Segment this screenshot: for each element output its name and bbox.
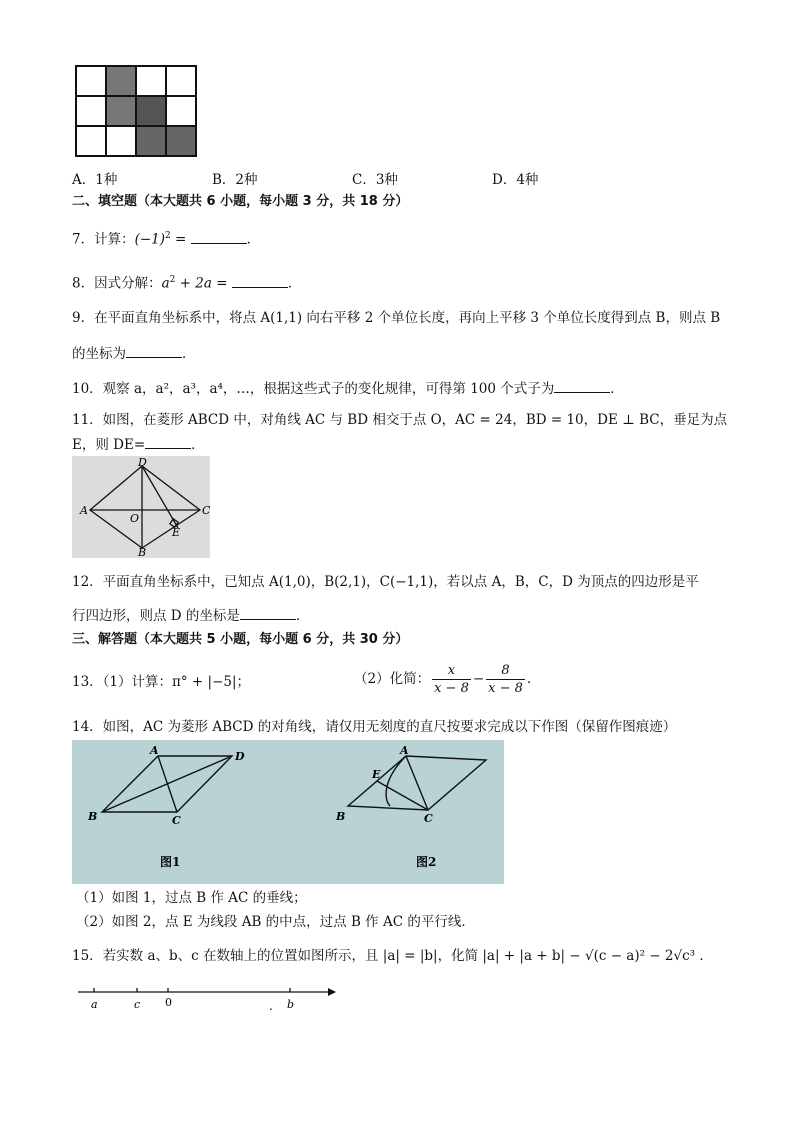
option-c: C．3种 [352,172,398,188]
question-14-sub-2: （2）如图 2，点 E 为线段 AB 的中点，过点 B 作 AC 的平行线． [76,914,475,930]
question-14: 14．如图，AC 为菱形 ABCD 的对角线，请仅用无刻度的直尺按要求完成以下作图（保留作图痕迹） [72,719,677,735]
label-b: B [138,546,147,558]
answer-blank[interactable] [554,378,610,393]
numline-label-zero: 0 [165,996,172,1009]
fig2-label-b: B [336,810,346,823]
numline-label-a: a [91,998,98,1011]
answer-blank[interactable] [191,229,247,244]
number-line [76,982,338,1014]
q7-exp: 2 [165,231,171,241]
q8-end: ． [287,275,302,292]
q8-rest: + 2a = [175,275,232,292]
fig1-label-d: D [235,750,245,763]
q13-minus: − [472,671,485,687]
fig2-label-a: A [400,744,409,757]
answer-blank[interactable] [232,273,288,288]
fraction-1-num: x [432,662,471,680]
option-d: D．4种 [492,172,539,188]
fraction-2 [486,662,525,697]
q7-end: ． [246,231,261,248]
q12-text: 行四边形，则点 D 的坐标是 [72,608,240,624]
q13-end: ． [526,671,541,687]
label-c: C [202,504,210,517]
q7-expr: (−1) [134,231,166,248]
q9-text: 的坐标为 [72,346,126,362]
label-a: A [80,504,88,517]
question-15: 15．若实数 a、b、c 在数轴上的位置如图所示，且 |a| = |b|，化简 |a| + |a + b| − √(c − a)² − 2√c³ ． [72,948,713,964]
q10-text: 10．观察 a，a²，a³，a⁴，…，根据这些式子的变化规律，可得第 100 个式子为 [72,381,555,397]
question-14-sub-1: （1）如图 1，过点 B 作 AC 的垂线； [76,890,307,906]
q8-prefix: 8．因式分解： [72,275,162,292]
question-7 [72,226,260,250]
fig2-caption: 图2 [416,855,437,869]
q11-end: ． [191,437,205,453]
question-11-line-1: 11．如图，在菱形 ABCD 中，对角线 AC 与 BD 相交于点 O，AC = 24，BD = 10，DE ⊥ BC，垂足为点 [72,412,728,428]
answer-blank[interactable] [126,343,182,358]
label-d: D [138,456,147,469]
q11-text: E，则 DE= [72,437,146,453]
question-8 [72,270,301,294]
fig1-caption: 图1 [160,855,181,869]
section-heading-solutions: 三、解答题（本大题共 5 小题，每小题 6 分，共 30 分） [72,632,409,647]
numline-dot: . [269,999,273,1013]
question-11-line-2 [72,434,205,455]
label-o: O [130,512,140,525]
q10-end: ． [610,381,624,397]
answer-blank[interactable] [145,434,191,449]
q7-prefix: 7．计算： [72,231,135,248]
question-12-line-2 [72,605,309,626]
option-b: B．2种 [212,172,258,188]
fig1-label-a: A [150,744,159,757]
fig1-label-c: C [172,814,181,827]
numline-label-c: c [134,998,141,1011]
rhombus-figure-q11 [72,456,210,558]
q12-end: ． [295,608,310,624]
numline-label-b: b [287,998,295,1011]
question-13-part-2 [354,662,540,697]
question-9-line-2 [72,343,196,364]
fig1-label-b: B [88,810,98,823]
section-heading-fill-blank: 二、填空题（本大题共 6 小题，每小题 3 分，共 18 分） [72,194,409,209]
fraction-1 [432,662,471,697]
fig2-label-c: C [424,812,433,825]
q7-eq: = [170,231,191,248]
q9-end: ． [182,346,196,362]
fraction-1-den: x − 8 [434,681,469,696]
question-13-part-1: 13．（1）计算：π° + |−5|； [72,674,251,690]
rhombus-figures-q14 [72,740,504,884]
question-9-line-1: 9．在平面直角坐标系中，将点 A(1,1) 向右平移 2 个单位长度，再向上平移 3 个单位长度得到点 B，则点 B [72,310,721,326]
question-10 [72,378,624,399]
answer-blank[interactable] [240,605,296,620]
fraction-2-num: 8 [486,662,525,680]
q8-exp: 2 [169,275,176,285]
question-12-line-1: 12．平面直角坐标系中，已知点 A(1,0)，B(2,1)，C(−1,1)，若以点 A，B，C，D 为顶点的四边形是平 [72,574,699,590]
q13-p2-label: （2）化简： [354,671,431,687]
grid-figure [75,65,199,157]
option-a: A．1种 [72,172,118,188]
q8-var: a [161,275,170,292]
label-e: E [172,526,181,539]
fraction-2-den: x − 8 [488,681,523,696]
fig2-label-e: E [372,768,381,781]
